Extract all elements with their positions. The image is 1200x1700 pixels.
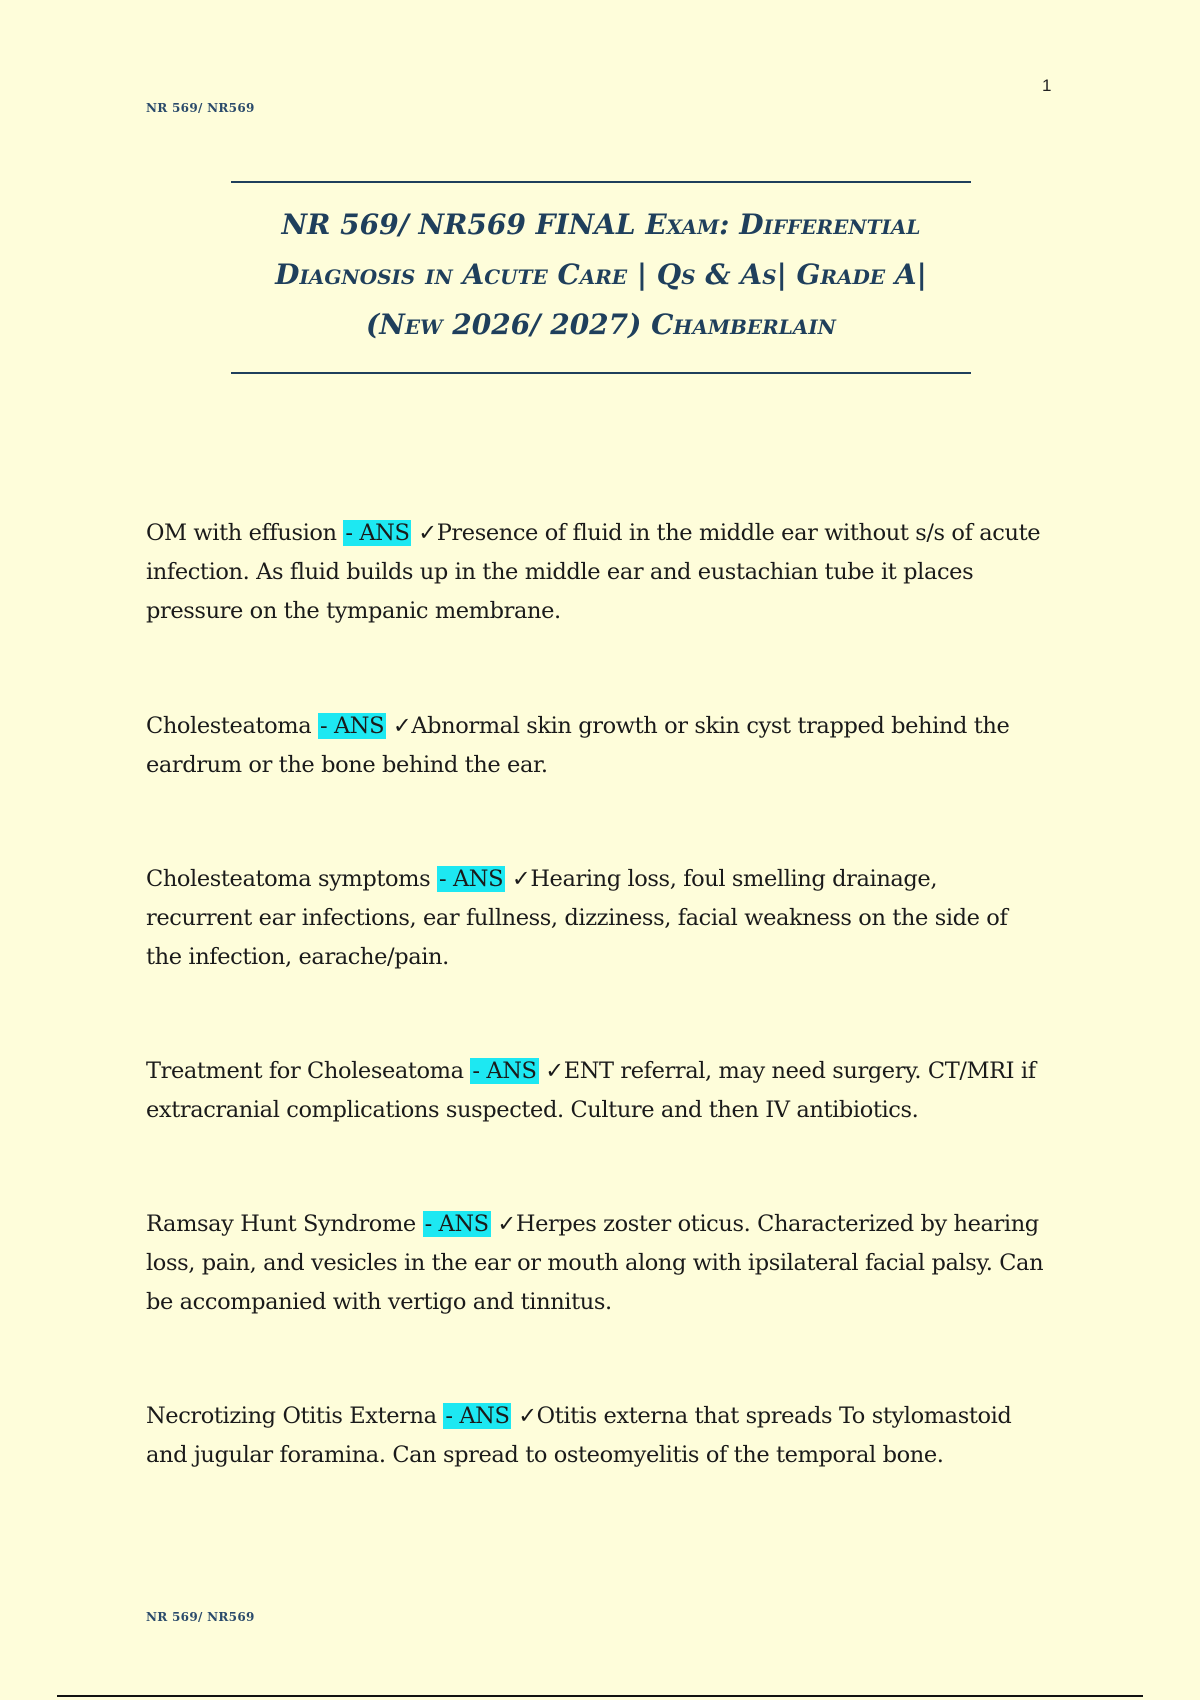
qa-entries [146,514,1046,1475]
page-number: 1 [1042,76,1052,95]
title-rule-top [231,181,971,183]
document-title [231,200,971,350]
entry-term: OM with effusion [146,520,344,546]
entry-term: Treatment for Choleseatoma [146,1058,471,1084]
qa-entry [146,1052,1046,1130]
entry-answer: ✓Otitis externa that spreads To stylomastoid and jugular foramina. Can spread to osteomyelitis of the temporal bone. [146,1403,1012,1468]
ans-marker: - ANS [345,520,410,546]
title-line-1: NR 569/ NR569 FINAL Exam: Differential [281,208,921,241]
title-rule-bottom [231,372,971,374]
ans-marker: - ANS [424,1211,489,1237]
entry-answer: ✓Hearing loss, foul smelling drainage, recurrent ear infections, ear fullness, dizziness, facial weakness on the side of the infection, earache/pain. [146,866,1008,970]
entry-term: Cholesteatoma [146,713,318,739]
entry-answer: ✓Presence of fluid in the middle ear without s/s of acute infection. As fluid builds up in the middle ear and eustachian tube it places pressure on the tympanic membrane. [146,520,1041,624]
qa-entry [146,860,1046,977]
entry-answer: ✓Herpes zoster oticus. Characterized by hearing loss, pain, and vesicles in the ear or mouth along with ipsilateral facial palsy. Can be accompanied with vertigo and tinnitus. [146,1211,1044,1315]
page-bottom-rule [57,1695,1143,1697]
qa-entry [146,707,1046,785]
ans-marker: - ANS [445,1403,510,1429]
entry-term: Necrotizing Otitis Externa [146,1403,444,1429]
entry-answer: ✓Abnormal skin growth or skin cyst trapped behind the eardrum or the bone behind the ear. [146,713,1010,778]
qa-entry [146,514,1046,631]
footer-label: NR 569/ NR569 [146,1610,255,1624]
qa-entry [146,1205,1046,1322]
entry-term: Ramsay Hunt Syndrome [146,1211,423,1237]
header-label: NR 569/ NR569 [146,101,255,115]
entry-answer: ✓ENT referral, may need surgery. CT/MRI if extracranial complications suspected. Culture and then IV antibiotics. [146,1058,1036,1123]
ans-marker: - ANS [439,866,504,892]
ans-marker: - ANS [472,1058,537,1084]
title-line-2: Diagnosis in Acute Care | Qs & As| Grade A| [275,258,927,291]
ans-marker: - ANS [319,713,385,739]
entry-term: Cholesteatoma symptoms [146,866,437,892]
title-line-3: (New 2026/ 2027) Chamberlain [366,308,836,341]
qa-entry [146,1397,1046,1475]
